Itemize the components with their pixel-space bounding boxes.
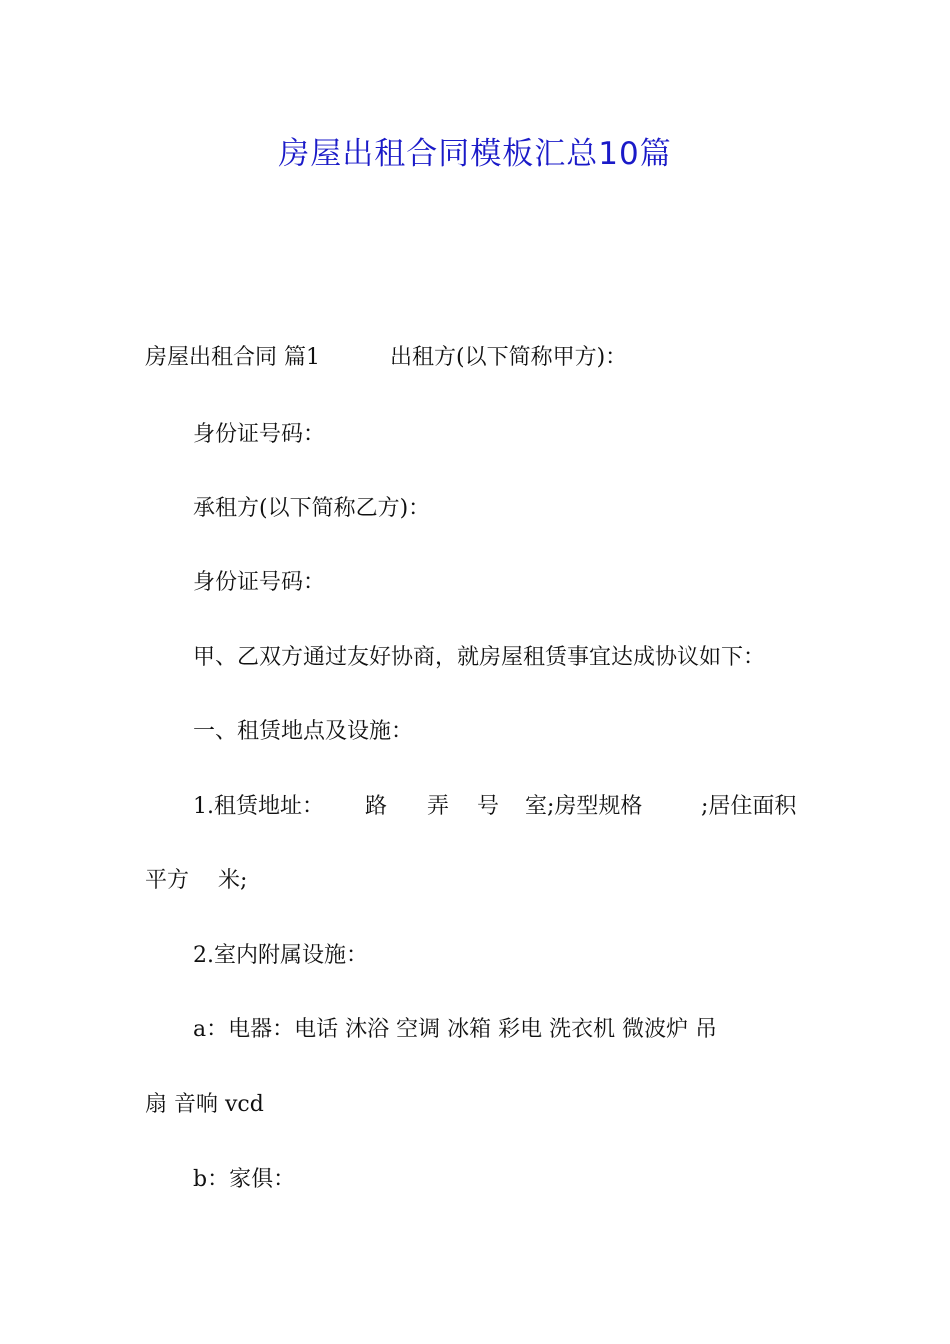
address-label: 1.租赁地址： — [193, 794, 324, 819]
agreement-intro: 甲、乙双方通过友好协商，就房屋租赁事宜达成协议如下： — [193, 645, 766, 670]
document-title: 房屋出租合同模板汇总10篇 — [278, 136, 672, 172]
area-unit-a: 平方 — [145, 868, 190, 893]
contract-heading: 房屋出租合同 篇1 — [145, 345, 320, 370]
lessor-label: 出租方(以下简称甲方)： — [390, 345, 628, 370]
lessor-id-label: 身份证号码： — [193, 422, 326, 447]
address-lane: 弄 — [427, 794, 450, 819]
lessee-id-label: 身份证号码： — [193, 570, 326, 595]
appliances-list-cont: 扇 音响 vcd — [145, 1092, 264, 1117]
address-room-type: 室;房型规格 — [525, 794, 643, 819]
living-area-label: ;居住面积 — [701, 794, 797, 819]
appliances-list: a：电器：电话 沐浴 空调 冰箱 彩电 洗衣机 微波炉 吊 — [193, 1017, 718, 1042]
address-number: 号 — [477, 794, 500, 819]
address-road: 路 — [365, 794, 388, 819]
facilities-heading: 2.室内附属设施： — [193, 943, 368, 968]
lessee-label: 承租方(以下简称乙方)： — [193, 496, 431, 521]
area-unit-b: 米; — [218, 868, 248, 893]
section-heading: 一、租赁地点及设施： — [193, 719, 414, 744]
furniture-label: b：家俱： — [193, 1167, 296, 1192]
